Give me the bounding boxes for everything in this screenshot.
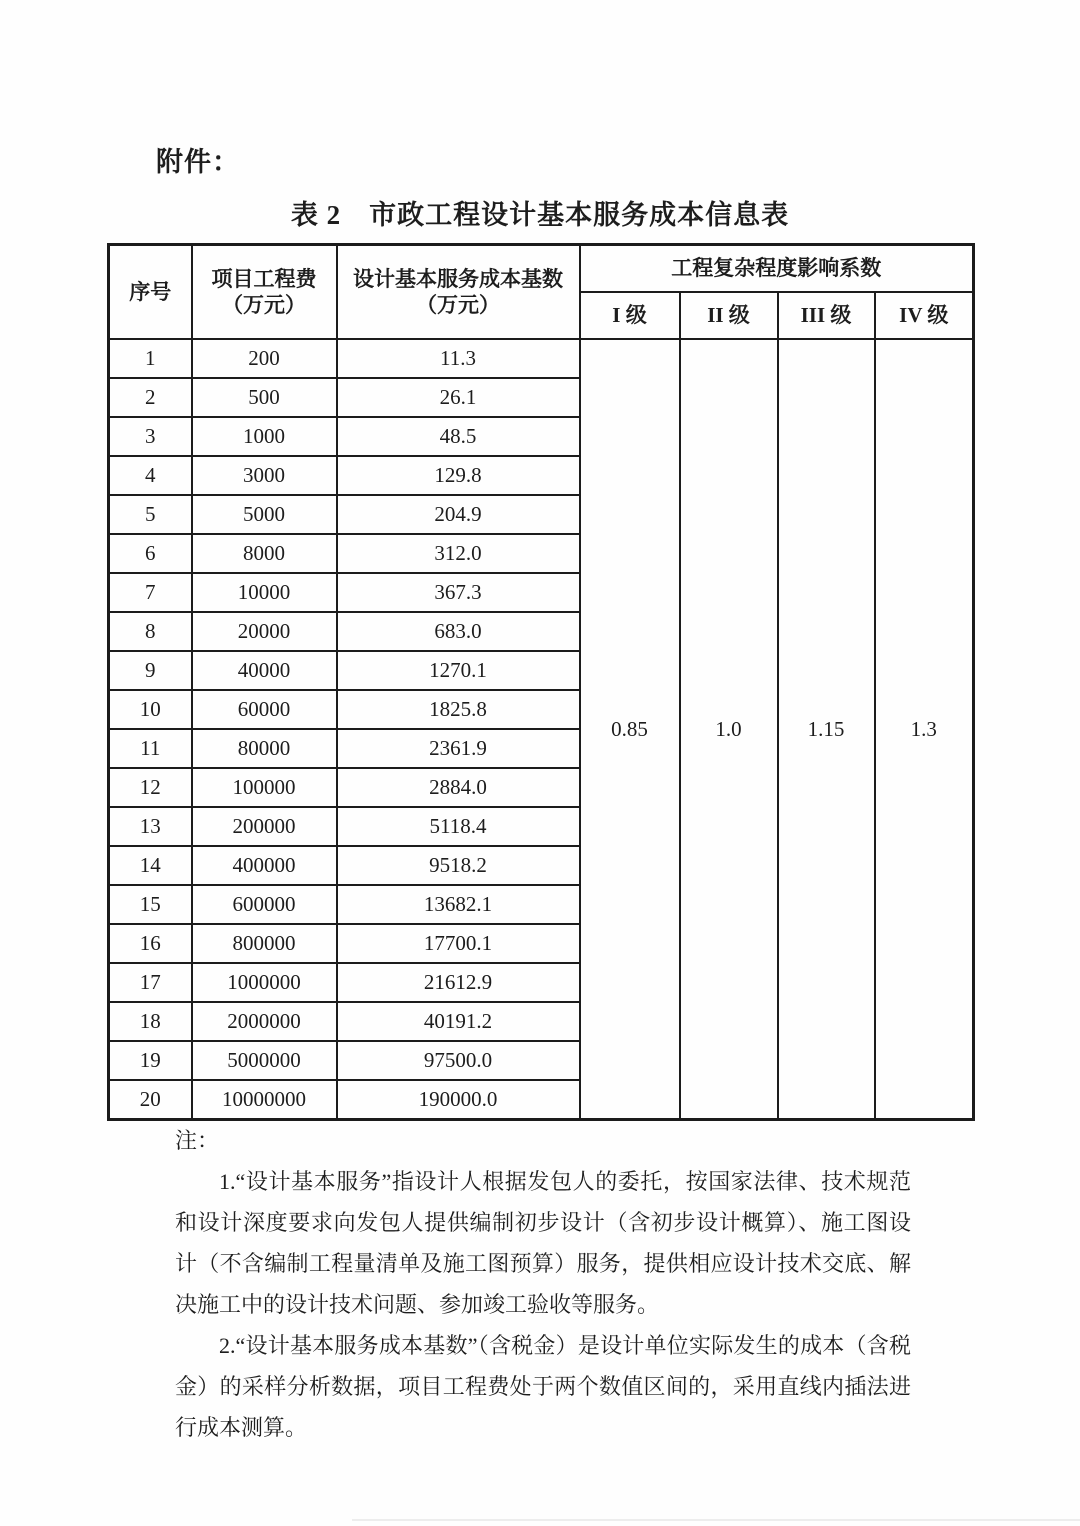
seq-cell: 8: [109, 612, 192, 651]
base-cost-cell: 13682.1: [337, 885, 580, 924]
header-coeff-level-3: III 级: [778, 292, 875, 339]
seq-cell: 20: [109, 1080, 192, 1120]
project-cost-cell: 1000000: [192, 963, 337, 1002]
base-cost-cell: 1825.8: [337, 690, 580, 729]
header-project-cost: [192, 245, 337, 340]
seq-cell: 2: [109, 378, 192, 417]
base-cost-cell: 683.0: [337, 612, 580, 651]
base-cost-cell: 367.3: [337, 573, 580, 612]
table-row: [109, 339, 974, 378]
project-cost-cell: 10000000: [192, 1080, 337, 1120]
base-cost-cell: 1270.1: [337, 651, 580, 690]
base-cost-cell: 312.0: [337, 534, 580, 573]
seq-cell: 1: [109, 339, 192, 378]
seq-cell: 3: [109, 417, 192, 456]
base-cost-cell: 129.8: [337, 456, 580, 495]
project-cost-cell: 8000: [192, 534, 337, 573]
project-cost-cell: 60000: [192, 690, 337, 729]
base-cost-cell: 2361.9: [337, 729, 580, 768]
coefficient-cell-level-4: 1.3: [875, 339, 974, 1120]
base-cost-cell: 97500.0: [337, 1041, 580, 1080]
notes-section: [175, 1120, 911, 1448]
seq-cell: 18: [109, 1002, 192, 1041]
note-item-2: 2.“设计基本服务成本基数”（含税金）是设计单位实际发生的成本（含税金）的采样分析数据，项目工程费处于两个数值区间的，采用直线内插法进行成本测算。: [175, 1333, 911, 1440]
seq-cell: 10: [109, 690, 192, 729]
project-cost-cell: 5000000: [192, 1041, 337, 1080]
seq-cell: 14: [109, 846, 192, 885]
project-cost-cell: 600000: [192, 885, 337, 924]
header-project-cost-line2: （万元）: [222, 293, 306, 317]
base-cost-cell: 190000.0: [337, 1080, 580, 1120]
seq-cell: 4: [109, 456, 192, 495]
header-base-line2: （万元）: [416, 293, 500, 317]
header-coeff-level-2: II 级: [680, 292, 778, 339]
base-cost-cell: 204.9: [337, 495, 580, 534]
header-seq: 序号: [109, 245, 192, 340]
base-cost-cell: 40191.2: [337, 1002, 580, 1041]
project-cost-cell: 40000: [192, 651, 337, 690]
table-header: [109, 245, 974, 340]
header-base-line1: 设计基本服务成本基数: [353, 266, 563, 291]
project-cost-cell: 80000: [192, 729, 337, 768]
table-body: [109, 339, 974, 1120]
base-cost-cell: 9518.2: [337, 846, 580, 885]
base-cost-cell: 2884.0: [337, 768, 580, 807]
project-cost-cell: 200: [192, 339, 337, 378]
attachment-label: 附件：: [156, 147, 240, 177]
project-cost-cell: 100000: [192, 768, 337, 807]
project-cost-cell: 400000: [192, 846, 337, 885]
project-cost-cell: 20000: [192, 612, 337, 651]
project-cost-cell: 800000: [192, 924, 337, 963]
coefficient-cell-level-1: 0.85: [580, 339, 680, 1120]
cost-info-table: [107, 243, 975, 1121]
project-cost-cell: 10000: [192, 573, 337, 612]
base-cost-cell: 48.5: [337, 417, 580, 456]
seq-cell: 9: [109, 651, 192, 690]
header-coeff-group: 工程复杂程度影响系数: [580, 245, 974, 293]
seq-cell: 6: [109, 534, 192, 573]
project-cost-cell: 200000: [192, 807, 337, 846]
note-item-1: 1.“设计基本服务”指设计人根据发包人的委托，按国家法律、技术规范和设计深度要求向发包人提供编制初步设计（含初步设计概算）、施工图设计（不含编制工程量清单及施工图预算）服务，提供相应设计技术交底、解决施工中的设计技术问题、参加竣工验收等服务。: [175, 1169, 911, 1317]
project-cost-cell: 5000: [192, 495, 337, 534]
project-cost-cell: 500: [192, 378, 337, 417]
base-cost-cell: 26.1: [337, 378, 580, 417]
seq-cell: 11: [109, 729, 192, 768]
seq-cell: 5: [109, 495, 192, 534]
project-cost-cell: 3000: [192, 456, 337, 495]
base-cost-cell: 11.3: [337, 339, 580, 378]
base-cost-cell: 5118.4: [337, 807, 580, 846]
header-base: [337, 245, 580, 340]
seq-cell: 17: [109, 963, 192, 1002]
base-cost-cell: 17700.1: [337, 924, 580, 963]
header-row-1: [109, 245, 974, 293]
seq-cell: 16: [109, 924, 192, 963]
project-cost-cell: 2000000: [192, 1002, 337, 1041]
seq-cell: 12: [109, 768, 192, 807]
header-coeff-level-4: IV 级: [875, 292, 974, 339]
header-project-cost-line1: 项目工程费: [211, 266, 317, 291]
header-coeff-level-1: I 级: [580, 292, 680, 339]
seq-cell: 7: [109, 573, 192, 612]
page-title: 表 2 市政工程设计基本服务成本信息表: [290, 200, 790, 230]
seq-cell: 19: [109, 1041, 192, 1080]
coefficient-cell-level-2: 1.0: [680, 339, 778, 1120]
base-cost-cell: 21612.9: [337, 963, 580, 1002]
project-cost-cell: 1000: [192, 417, 337, 456]
seq-cell: 13: [109, 807, 192, 846]
page-bottom-divider: [352, 1519, 1080, 1521]
notes-label: 注：: [175, 1128, 220, 1153]
seq-cell: 15: [109, 885, 192, 924]
coefficient-cell-level-3: 1.15: [778, 339, 875, 1120]
